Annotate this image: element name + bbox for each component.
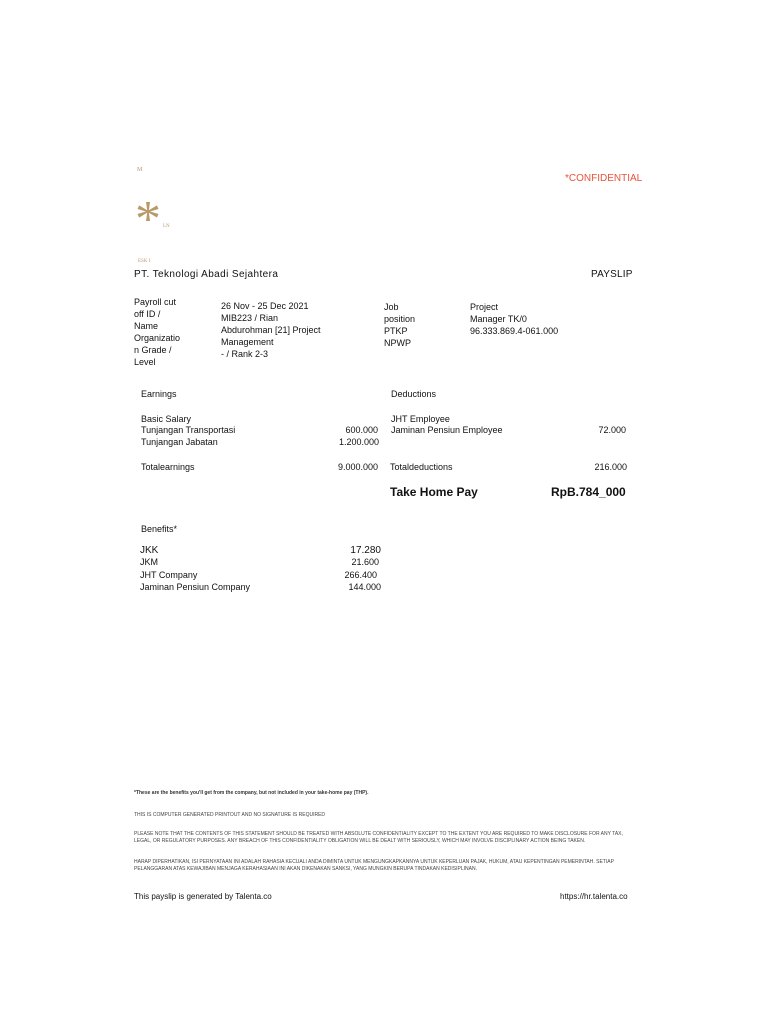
deductions-title: Deductions (391, 389, 437, 399)
info-label: off ID / (134, 309, 161, 319)
confidential-label: *CONFIDENTIAL (565, 173, 643, 184)
info-value: Abdurohman [21] Project (221, 325, 321, 335)
info-value: Management (221, 337, 274, 347)
job-value: Manager TK/0 (470, 314, 527, 324)
deductions-item-label: Jaminan Pensiun Employee (391, 425, 503, 435)
job-label: NPWP (384, 338, 411, 348)
benefits-item-value: 266.400 (344, 570, 377, 580)
benefits-item-value: 144.000 (348, 582, 381, 592)
job-label: position (384, 314, 416, 324)
info-value: MIB223 / Rian (221, 313, 279, 323)
job-label: PTKP (384, 326, 408, 336)
benefits-item-value: 17.280 (350, 545, 381, 556)
earnings-total-label: Totalearnings (141, 462, 195, 472)
info-value: - / Rank 2-3 (221, 349, 269, 359)
info-label: Payroll cut (134, 297, 177, 307)
job-label: Job (384, 302, 399, 312)
take-home-pay-value: RpB.784_000 (551, 485, 626, 499)
earnings-item-value: 600.000 (345, 425, 378, 435)
company-name: PT. Teknologi Abadi Sejahtera (134, 269, 279, 280)
benefits-item-label: Jaminan Pensiun Company (140, 582, 251, 592)
deductions-item-label: JHT Employee (391, 414, 450, 424)
info-value: 26 Nov - 25 Dec 2021 (221, 301, 309, 311)
deductions-total-value: 216.000 (594, 462, 627, 472)
job-labels (384, 301, 444, 349)
document-title: PAYSLIP (591, 269, 633, 280)
logo-mark-m: M (137, 167, 143, 173)
info-label: Level (134, 357, 156, 367)
logo-mark-esk: ESK I (138, 259, 151, 264)
logo-star-icon: * (135, 191, 161, 248)
info-labels (134, 296, 194, 368)
benefits-title: Benefits* (141, 524, 178, 534)
earnings-item-label: Basic Salary (141, 414, 192, 424)
computer-generated-note: THIS IS COMPUTER GENERATED PRINTOUT AND NO SIGNATURE IS REQUIRED (134, 812, 326, 818)
benefits-item-label: JKK (140, 545, 159, 556)
info-label: Organizatio (134, 333, 181, 343)
info-label: n Grade / (134, 345, 172, 355)
job-value: Project (470, 302, 499, 312)
earnings-title: Earnings (141, 389, 177, 399)
earnings-item-label: Tunjangan Jabatan (141, 437, 218, 447)
generated-by-text: This payslip is generated by Talenta.co (134, 892, 272, 901)
deductions-total-label: Totaldeductions (390, 462, 453, 472)
earnings-item-label: Tunjangan Transportasi (141, 425, 236, 435)
job-values (470, 301, 590, 337)
logo-mark-ln: LN (163, 224, 170, 229)
talenta-url-link[interactable]: https://hr.talenta.co (560, 892, 628, 901)
confidentiality-notice-id: HARAP DIPERHATIKAN, ISI PERNYATAAN INI ADALAH RAHASIA KECUALI ANDA DIMINTA UNTUK MENGUNGKAPKANNYA UNTUK KEPERLUAN PAJAK, HUKUM, ATAU KEPENTINGAN PEMERINTAH. SETIAP PELANGGARAN ATAS KEWAJIBAN MENJAGA KERAHASIAAN INI AKAN DIKENAKAN SANKSI, YANG MUNGKIN BERUPA TINDAKAN KEDISIPLINAN. (134, 859, 614, 872)
deductions-item-value: 72.000 (598, 425, 626, 435)
job-value: 96.333.869.4-061.000 (470, 326, 559, 336)
take-home-pay-label: Take Home Pay (390, 485, 478, 499)
benefits-footnote: *These are the benefits you'll get from the company, but not included in your take-home pay (THP). (134, 790, 369, 796)
earnings-item-value: 1.200.000 (338, 437, 379, 447)
benefits-item-label: JHT Company (140, 570, 198, 580)
benefits-item-value: 21.600 (351, 557, 379, 567)
info-label: Name (134, 321, 159, 331)
confidentiality-notice-en: PLEASE NOTE THAT THE CONTENTS OF THIS STATEMENT SHOULD BE TREATED WITH ABSOLUTE CONFIDENTIALITY EXCEPT TO THE EXTENT YOU ARE REQUIRED TO MAKE DISCLOSURE FOR ANY TAX, LEGAL, OR REGULATORY PURPOSES. ANY BREACH OF THIS CONFIDENTIALITY OBLIGATION WILL BE DEALT WITH SERIOUSLY, WHICH MAY INVOLVE DISCIPLINARY ACTION BEING TAKEN. (134, 831, 623, 844)
earnings-total-value: 9.000.000 (337, 462, 378, 472)
benefits-item-label: JKM (140, 557, 158, 567)
info-values (221, 300, 351, 360)
